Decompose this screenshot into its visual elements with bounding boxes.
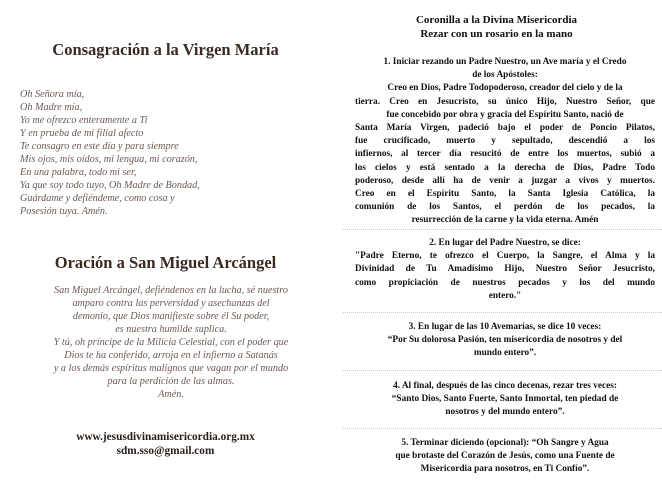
step-1-section: [355, 56, 655, 228]
step-line: 4. Al final, después de las cinco decenas, rezar tres veces:: [393, 381, 617, 391]
step-4-section: [355, 380, 655, 420]
prayer-line: para la perdición de las almas.: [107, 376, 235, 387]
step-line: Misericordia para nosotros, en Ti Confío”.: [420, 464, 590, 475]
prayer-line: Y en prueba de mi filial afecto: [20, 128, 144, 139]
step-line: 5. Terminar diciendo (opcional): “Oh Sangre y Agua: [401, 438, 609, 448]
prayer-line: amparo contra las perversidad y asechanzas del: [72, 298, 270, 309]
prayer-line: Amén.: [158, 389, 184, 400]
step-line: "Padre Eterno, te ofrezco el Cuerpo, la Sangre, el Alma y la: [355, 251, 655, 262]
coronilla-title: Coronilla a la Divina Misericordia: [415, 14, 578, 26]
step-line: como propiciación de nuestros pecados y los del mundo: [355, 277, 655, 288]
coronilla-subtitle: Rezar con un rosario en la mano: [420, 27, 573, 40]
consagracion-prayer: [20, 88, 325, 218]
step-line: 3. En lugar de las 10 Avemarías, se dice 10 veces:: [408, 322, 602, 332]
email-link[interactable]: sdm.sso@gmail.com: [116, 445, 215, 457]
right-column: [331, 0, 662, 501]
prayer-line: Oh Señora mía,: [20, 89, 85, 100]
prayer-line: Posesión tuya. Amén.: [20, 206, 108, 217]
step-2-section: [355, 237, 655, 303]
step-line: resurrección de la carne y la vida eterna. Amén: [411, 215, 599, 226]
prayer-line: San Miguel Arcángel, defiéndenos en la lucha, sé nuestro: [54, 285, 288, 296]
step-line: “Santo Dios, Santo Fuerte, Santo Inmortal, ten piedad de: [391, 394, 619, 405]
prayer-line: Yo me ofrezco enteramente a Ti: [20, 115, 148, 126]
website-link[interactable]: www.jesusdivinamisericordia.org.mx: [76, 431, 255, 443]
prayer-line: Guárdame y defiéndeme, como cosa y: [20, 193, 175, 204]
step-line: entero.": [488, 290, 522, 301]
step-line: mundo entero”.: [473, 348, 537, 359]
prayer-line: Ya que soy todo tuyo, Oh Madre de Bondad,: [20, 180, 200, 191]
step-line: comunión de los Santos, el perdón de los pecados, la: [355, 202, 655, 213]
step-line: que brotaste del Corazón de Jesús, como una Fuente de: [395, 451, 615, 462]
step-5-section: [355, 437, 655, 477]
prayer-line: Te consagro en este día y para siempre: [20, 141, 179, 152]
step-line: 2. En lugar del Padre Nuestro, se dice:: [429, 238, 581, 248]
coronilla-heading: [331, 14, 662, 41]
consagracion-title: Consagración a la Virgen María: [52, 40, 279, 59]
step-line: Creo en el Espíritu Santo, la Santa Iglesia Católica, la: [355, 189, 655, 200]
prayer-line: Mis ojos, mis oídos, mi lengua, mi corazón,: [20, 154, 198, 165]
step-line: los cielos y está sentado a la derecha de Dios, Padre Todo: [355, 162, 655, 173]
prayer-line: es nuestra humilde suplica.: [115, 324, 227, 335]
step-line: tierra. Creo en Jesucristo, su único Hijo, Nuestro Señor, que: [355, 96, 655, 107]
step-line: poderoso, desde allí ha de venir a juzgar a vivos y muertos.: [355, 175, 655, 186]
step-3-section: [355, 321, 655, 361]
step-line: Divinidad de Tu Amadísimo Hijo, Nuestro Señor Jesucristo,: [355, 264, 655, 275]
san-miguel-title: Oración a San Miguel Arcángel: [54, 253, 277, 272]
step-line: fue concebido por obra y gracia del Espíritu Santo, nació de: [386, 109, 624, 120]
step-line: Santa María Virgen, padeció bajo el poder de Poncio Pilatos,: [355, 123, 655, 134]
prayer-line: y a los demás espíritus malignos que vagan por el mundo: [53, 363, 289, 374]
san-miguel-prayer: [12, 284, 330, 401]
prayer-line: En una palabra, todo mi ser,: [20, 167, 137, 178]
step-line: nosotros y del mundo entero”.: [445, 407, 565, 418]
step-line: “Por Su dolorosa Pasión, ten misericordia de nosotros y del: [387, 335, 623, 346]
step-line: de los Apóstoles:: [472, 70, 538, 81]
section-divider: [343, 229, 662, 230]
section-divider: [343, 370, 662, 371]
section-divider: [343, 428, 662, 429]
step-line: fue crucificado, muerto y sepultado, descendió a los: [355, 136, 655, 147]
step-line: Creo en Dios, Padre Todopoderoso, creador del cielo y de la: [387, 83, 623, 94]
prayer-line: Dios te ha conferido, arroja en el infierno a Satanás: [64, 350, 278, 361]
prayer-line: Oh Madre mía,: [20, 102, 83, 113]
prayer-line: demonio, que Dios manifieste sobre él Su poder,: [72, 311, 270, 322]
section-divider: [343, 312, 662, 313]
prayer-line: Y tú, oh príncipe de la Milicia Celestial, con el poder que: [53, 337, 289, 348]
step-line: infiernos, al tercer día resucitó de entre los muertos, subió a: [355, 149, 655, 160]
step-line: 1. Iniciar rezando un Padre Nuestro, un Ave maría y el Credo: [383, 57, 627, 67]
